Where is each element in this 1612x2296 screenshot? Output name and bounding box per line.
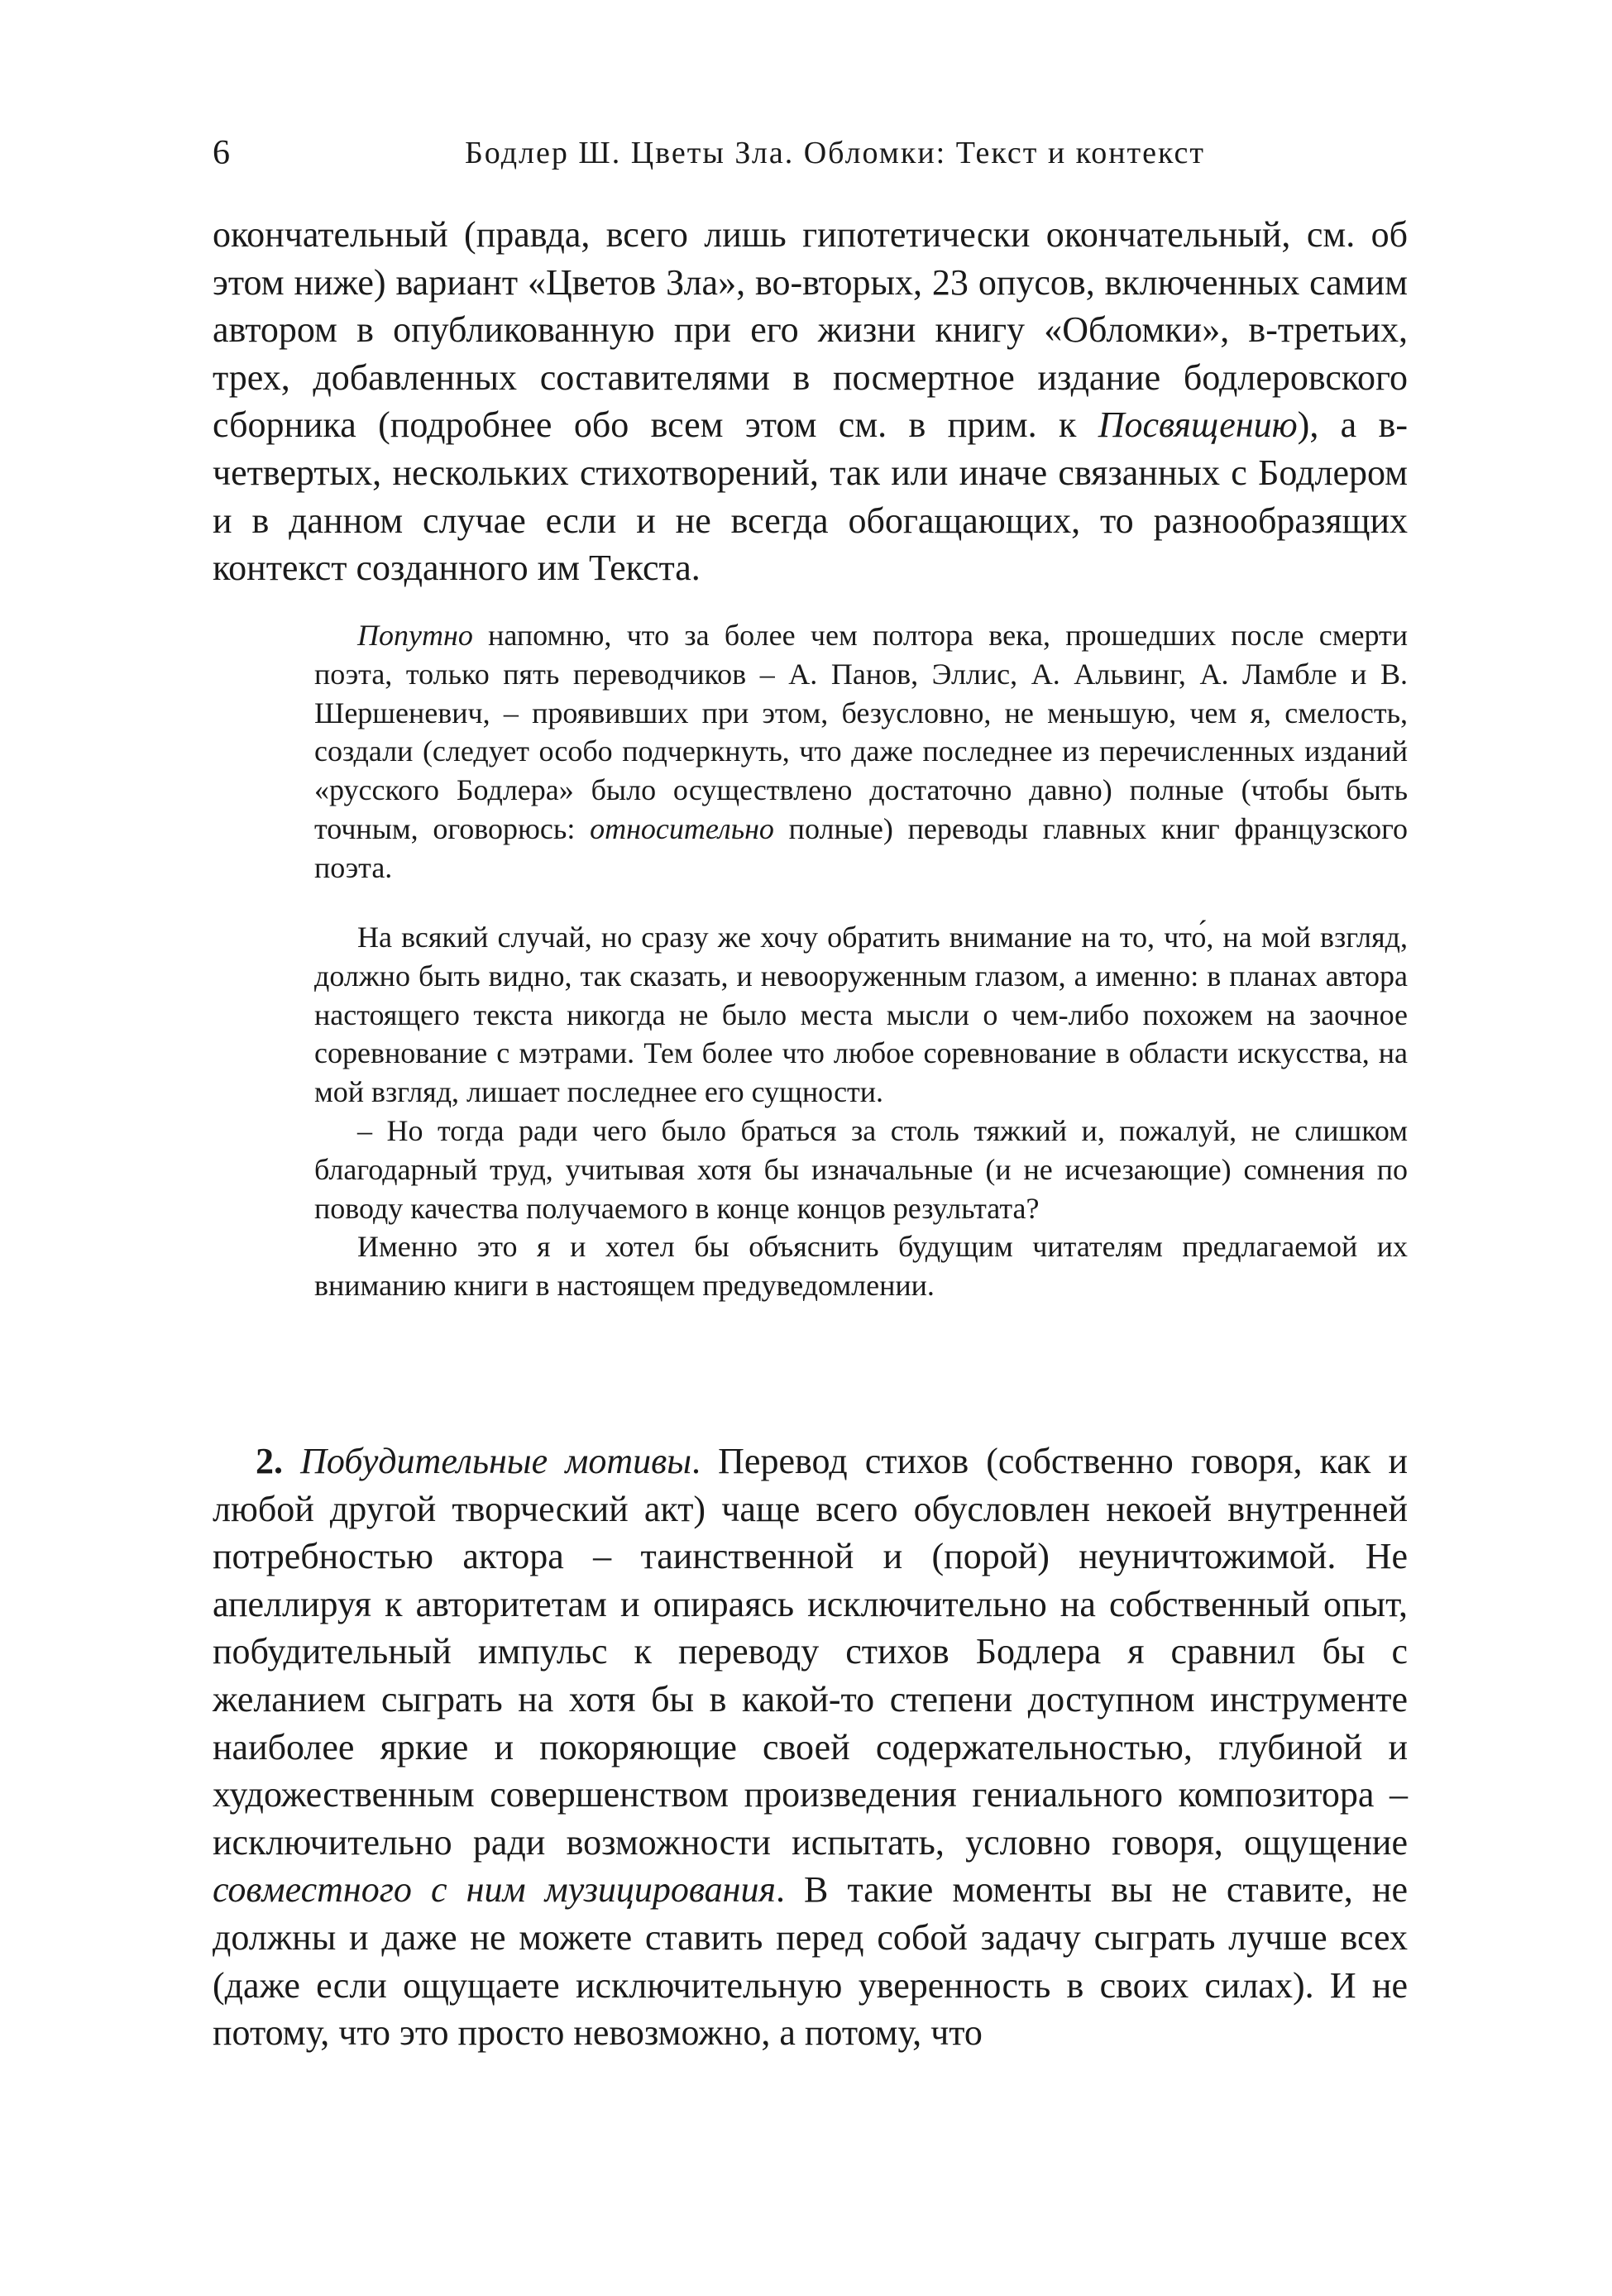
- page-header: [213, 128, 1408, 178]
- text-span: . В такие моменты вы не ставите, не должны и даже не можете ставить перед собой задачу сыграть лучше всех (даже если ощущаете исключительную уверенность в своих силах). И не потому, что это просто невозможно, а потому, что: [213, 1869, 1408, 2054]
- page-number: 6: [213, 134, 230, 172]
- text-span: . Перевод стихов (собственно говоря, как и любой другой творческий акт) чаще всего обусловлен некоей внутренней потребностью актора – таинственной и (порой) неуничтожимой. Не апеллируя к авторитетам и опираясь исключительно на собственный опыт, побудительный импульс к переводу стихов Бодлера я сравнил бы с желанием сыграть на хотя бы в какой-то степени доступном инструменте наиболее яркие и покоряющие своей содержательностью, глубиной и художественным совершенством произведения гениального композитора – исключительно ради возможности испытать, условно говоря, ощущение: [213, 1441, 1408, 1863]
- italic-word: относительно: [590, 811, 774, 845]
- note-block-1: [314, 616, 1408, 887]
- note-block-2: [314, 918, 1408, 1305]
- body-paragraph-1: [213, 211, 1408, 592]
- note-paragraph: На всякий случай, но сразу же хочу обратить внимание на то, что́, на мой взгляд, должно быть видно, так сказать, и невооруженным глазом, а именно: в планах автора настоящего текста никогда не было места мысли о чем-либо похожем на заочное соревнование с мэтрами. Тем более что любое соревнование в области искусства, на мой взгляд, лишает последнее его сущности.: [314, 921, 1408, 1109]
- text-span: окончательный (правда, всего лишь гипотетически окончательный, см. об этом ниже) вариант «Цветов Зла», во-вторых, 23 опусов, включенных самим автором в опубликованную при его жизни книгу «Обломки», в-третьих, трех, добавленных составителями в посмертное издание бодлеровского сборника (подробнее обо всем этом см. в прим. к: [213, 214, 1408, 446]
- paragraph-text: [213, 211, 1408, 592]
- note-paragraph: [314, 616, 1408, 887]
- note-paragraph: Именно это я и хотел бы объяснить будущим читателям предлагаемой их вниманию книги в настоящем предуведомлении.: [314, 1230, 1408, 1303]
- italic-title: Посвящению: [1098, 404, 1298, 446]
- text-span: напомню, что за более чем полтора века, прошедших после смерти поэта, только пять переводчиков – А. Панов, Эллис, А. Альвинг, А. Ламбле и В. Шершеневич, – проявивших при этом, безусловно, не меньшую, чем я, смелость, создали (следует особо подчеркнуть, что даже последнее из перечисленных изданий «русского Бодлера» было осуществлено достаточно давно) полные (чтобы быть точным, оговорюсь:: [314, 619, 1408, 845]
- italic-phrase: совместного с ним музицирования: [213, 1869, 776, 1911]
- section-paragraph: [213, 1437, 1408, 2057]
- section-heading: Побудительные мотивы: [300, 1441, 692, 1481]
- note-paragraph: – Но тогда ради чего было браться за столь тяжкий и, пожалуй, не слишком благодарный труд, учитывая хотя бы изначальные (и не исчезающие) сомнения по поводу качества получаемого в конце концов результата?: [314, 1113, 1408, 1225]
- text-span: ), а в-четвертых, нескольких стихотворений, так или иначе связанных с Бодлером и в данном случае если и не всегда обогащающих, то разнообразящих контекст созданного им Текста.: [213, 404, 1409, 589]
- text-span: полные) переводы главных книг французского поэта.: [314, 811, 1408, 884]
- running-title: Бодлер Ш. Цветы Зла. Обломки: Текст и контекст: [464, 136, 1205, 170]
- section-2: [213, 1437, 1408, 2057]
- section-number: 2.: [256, 1441, 283, 1481]
- italic-lead: Попутно: [357, 619, 473, 652]
